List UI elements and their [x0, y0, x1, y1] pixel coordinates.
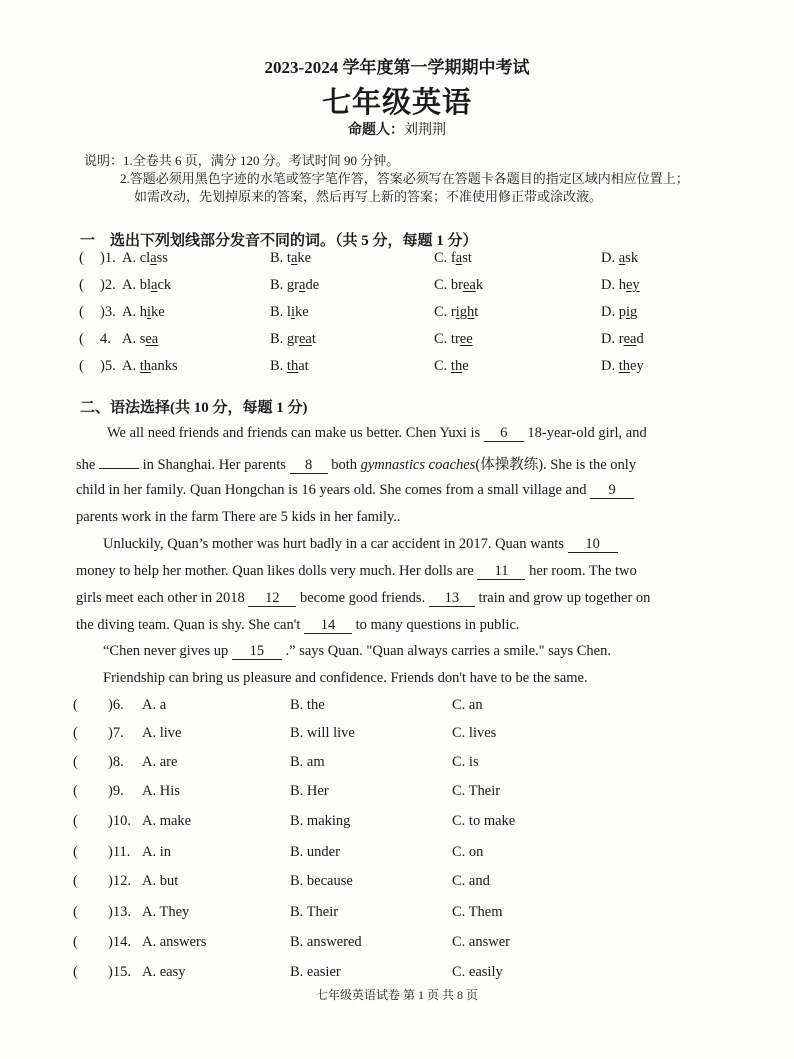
option-text: D. [601, 358, 619, 374]
blank-12[interactable]: 12 [248, 591, 296, 607]
underlined-sound: i [146, 304, 152, 320]
underlined-sound: ea [299, 331, 312, 347]
option-b: B. am [290, 754, 325, 770]
option-text: B. t [270, 250, 291, 266]
subject-title: 七年级英语 [321, 87, 472, 119]
option-a: A. His [142, 783, 180, 799]
answer-paren[interactable]: ( [79, 250, 84, 266]
option-text: ey [630, 358, 644, 374]
section-2-title: 二、语法选择(共 10 分，每题 1 分) [80, 400, 308, 416]
option-text: st [462, 250, 472, 266]
option-a [122, 304, 165, 321]
option-text: sk [625, 250, 639, 266]
exam-title: 2023-2024 学年度第一学期期中考试 [264, 58, 530, 77]
instructions-line-1: 说明：1.全卷共 6 页，满分 120 分。考试时间 90 分钟。 [84, 153, 400, 168]
option-b: B. Her [290, 783, 329, 799]
option-text: B. gr [270, 331, 299, 347]
answer-paren[interactable]: ( [73, 844, 78, 860]
answer-paren[interactable]: ( [79, 358, 84, 374]
option-c [434, 358, 469, 375]
blank-9[interactable]: 9 [590, 483, 634, 499]
option-text: d [636, 331, 644, 347]
option-c: C. lives [452, 725, 497, 741]
question-number: )15. [108, 964, 131, 980]
passage-line-10: Friendship can bring us pleasure and confidence. Friends don't have to be the same. [103, 670, 588, 686]
option-a: A. but [142, 873, 179, 889]
option-text: anks [151, 358, 178, 374]
underlined-sound: ea [623, 331, 637, 347]
option-a: A. live [142, 725, 182, 741]
option-text: t [474, 304, 479, 320]
answer-paren[interactable]: ( [79, 304, 84, 320]
passage-text: child in her family. Quan Hongchan is 16 years old. She comes from a small village and [76, 482, 591, 498]
question-number: )1. [100, 250, 116, 266]
option-text: B. gr [270, 277, 299, 293]
blank-14[interactable]: 14 [304, 618, 352, 634]
option-text: ss [156, 250, 168, 266]
answer-paren[interactable]: ( [73, 813, 78, 829]
option-b [270, 277, 319, 294]
option-text: ke [297, 250, 312, 266]
passage-text: Unluckily, Quan’s mother was hurt badly in a car accident in 2017. Quan wants [103, 536, 568, 552]
option-c: C. Them [452, 904, 503, 920]
option-b: B. because [290, 873, 353, 889]
passage-line-2 [76, 453, 636, 474]
answer-paren[interactable]: ( [73, 697, 78, 713]
page-footer: 七年级英语试卷 第 1 页 共 8 页 [315, 988, 478, 1002]
option-text: ke [294, 304, 309, 320]
passage-line-3 [76, 482, 634, 499]
blank-8[interactable]: 8 [290, 458, 328, 474]
option-c: C. answer [452, 934, 510, 950]
option-b: B. easier [290, 964, 341, 980]
answer-paren[interactable]: ( [73, 934, 78, 950]
passage-line-5 [103, 536, 618, 553]
answer-paren[interactable]: ( [73, 725, 78, 741]
blank-10[interactable]: 10 [568, 537, 618, 553]
option-text: D. p [601, 304, 626, 320]
option-c: C. is [452, 754, 479, 770]
option-b: B. answered [290, 934, 362, 950]
passage-text: money to help her mother. Quan likes dolls very much. Her dolls are [76, 563, 478, 579]
option-text: ck [157, 277, 172, 293]
question-number: )9. [108, 783, 124, 799]
underlined-sound: ee [459, 331, 473, 347]
question-number: )6. [108, 697, 124, 713]
question-number: )3. [100, 304, 116, 320]
underlined-sound: ea [145, 331, 159, 347]
option-text: D. r [601, 331, 624, 347]
underlined-sound: th [286, 358, 299, 374]
option-d [601, 277, 640, 294]
option-c: C. an [452, 697, 483, 713]
option-text: C. r [434, 304, 456, 320]
option-a [122, 331, 158, 348]
author-label: 命题人： [348, 123, 404, 138]
underlined-sound: a [618, 250, 626, 266]
option-text: C. tr [434, 331, 460, 347]
option-text: A. bl [122, 277, 151, 293]
option-b: B. the [290, 697, 325, 713]
option-a: A. are [142, 754, 178, 770]
option-text: D. [601, 250, 619, 266]
option-c: C. and [452, 873, 490, 889]
underlined-sound: i [290, 304, 295, 320]
passage-text: “Chen never gives up [103, 643, 232, 659]
passage-line-7 [76, 590, 650, 607]
passage-text: both [327, 457, 361, 473]
option-a [122, 358, 178, 375]
option-d [601, 304, 637, 321]
option-a [122, 250, 168, 267]
option-c: C. Their [452, 783, 501, 799]
option-text: t [311, 331, 316, 347]
option-d [601, 358, 644, 375]
option-text: C. [434, 358, 451, 374]
passage-text: (体操教练). She is the only [475, 457, 637, 473]
option-c [434, 331, 473, 348]
option-text: A. [122, 358, 140, 374]
option-c: C. on [452, 844, 484, 860]
option-b [270, 331, 316, 348]
option-b [270, 304, 309, 321]
author-name: 刘荆荆 [404, 123, 446, 138]
option-c [434, 304, 478, 321]
question-number: )12. [108, 873, 131, 889]
underlined-sound: ea [463, 277, 476, 293]
option-c [434, 250, 472, 267]
option-text: C. br [434, 277, 463, 293]
option-b: B. under [290, 844, 340, 860]
question-number: )13. [108, 904, 131, 920]
answer-paren[interactable]: ( [73, 783, 78, 799]
passage-line-9 [103, 643, 611, 660]
blank-15[interactable]: 15 [232, 644, 282, 660]
passage-text: to many questions in public. [352, 617, 520, 633]
option-a: A. answers [142, 934, 207, 950]
option-text: D. h [601, 277, 626, 293]
blank-7[interactable] [99, 468, 139, 469]
underlined-sound: ey [625, 277, 640, 293]
answer-paren[interactable]: ( [73, 964, 78, 980]
underlined-sound: a [455, 250, 463, 266]
option-b: B. will live [290, 725, 355, 741]
passage-text: We all need friends and friends can make us better. Chen Yuxi is [107, 425, 484, 441]
answer-paren[interactable]: ( [79, 277, 84, 293]
instructions-line-3: 如需改动，先划掉原来的答案，然后再写上新的答案；不准使用修正带或涂改液。 [134, 189, 603, 204]
option-b [270, 250, 311, 267]
option-text: A. cl [122, 250, 151, 266]
option-a: A. in [142, 844, 171, 860]
option-text: C. f [434, 250, 456, 266]
option-text: g [630, 304, 638, 320]
option-text: de [305, 277, 320, 293]
question-number: )14. [108, 934, 131, 950]
option-a: A. easy [142, 964, 186, 980]
passage-line-4: parents work in the farm There are 5 kids in her family.. [76, 509, 401, 525]
option-text: ke [151, 304, 165, 320]
option-text: A. s [122, 331, 146, 347]
question-number: )11. [108, 844, 131, 860]
option-d [601, 331, 644, 348]
passage-text: 18-year-old girl, and [523, 425, 647, 441]
option-b: B. Their [290, 904, 339, 920]
option-c: C. easily [452, 964, 503, 980]
option-text: at [298, 358, 309, 374]
section-1-title: 一 选出下列划线部分发音不同的词。（共 5 分，每题 1 分） [80, 233, 478, 249]
question-number: )7. [108, 725, 124, 741]
passage-text: become good friends. [296, 590, 429, 606]
underlined-sound: a [299, 277, 306, 293]
option-b: B. making [290, 813, 351, 829]
option-text: B. [270, 358, 287, 374]
underlined-sound: th [139, 358, 152, 374]
passage-italic-text: gymnastics coaches [360, 457, 476, 473]
question-number: )10. [108, 813, 131, 829]
option-a: A. make [142, 813, 192, 829]
option-a: A. a [142, 697, 167, 713]
option-text: B. l [270, 304, 291, 320]
passage-text: the diving team. Quan is shy. She can't [76, 617, 304, 633]
question-number: )8. [108, 754, 124, 770]
underlined-sound: a [151, 277, 158, 293]
answer-paren[interactable]: ( [73, 873, 78, 889]
option-text: e [462, 358, 469, 374]
passage-text: in Shanghai. Her parents [138, 457, 290, 473]
option-text: k [475, 277, 484, 293]
blank-13[interactable]: 13 [429, 591, 475, 607]
option-b [270, 358, 309, 375]
passage-line-6 [76, 563, 637, 580]
question-number: )2. [100, 277, 116, 293]
option-c: C. to make [452, 813, 516, 829]
answer-paren[interactable]: ( [79, 331, 84, 347]
underlined-sound: a [290, 250, 298, 266]
option-a [122, 277, 171, 294]
answer-paren[interactable]: ( [73, 754, 78, 770]
passage-text: she [76, 457, 99, 473]
blank-6[interactable]: 6 [484, 426, 524, 442]
underlined-sound: a [150, 250, 157, 266]
underlined-sound: igh [455, 304, 475, 320]
passage-text: train and grow up together on [474, 590, 651, 606]
option-a: A. They [142, 904, 190, 920]
passage-text: girls meet each other in 2018 [76, 590, 249, 606]
option-c [434, 277, 483, 294]
underlined-sound: i [625, 304, 631, 320]
author-line [0, 119, 794, 139]
question-number: 4. [100, 331, 111, 347]
instructions-line-2: 2.答题必须用黑色字迹的水笔或签字笔作答，答案必须写在答题卡各题目的指定区域内相应位置上； [120, 171, 689, 186]
underlined-sound: th [618, 358, 631, 374]
underlined-sound: th [450, 358, 463, 374]
answer-paren[interactable]: ( [73, 904, 78, 920]
option-text: A. h [122, 304, 147, 320]
passage-text: .” says Quan. "Quan always carries a smile." says Chen. [281, 643, 611, 659]
passage-line-1 [107, 425, 647, 442]
question-number: )5. [100, 358, 116, 374]
blank-11[interactable]: 11 [477, 564, 525, 580]
option-d [601, 250, 638, 267]
passage-line-8 [76, 617, 520, 634]
passage-text: her room. The two [525, 563, 637, 579]
